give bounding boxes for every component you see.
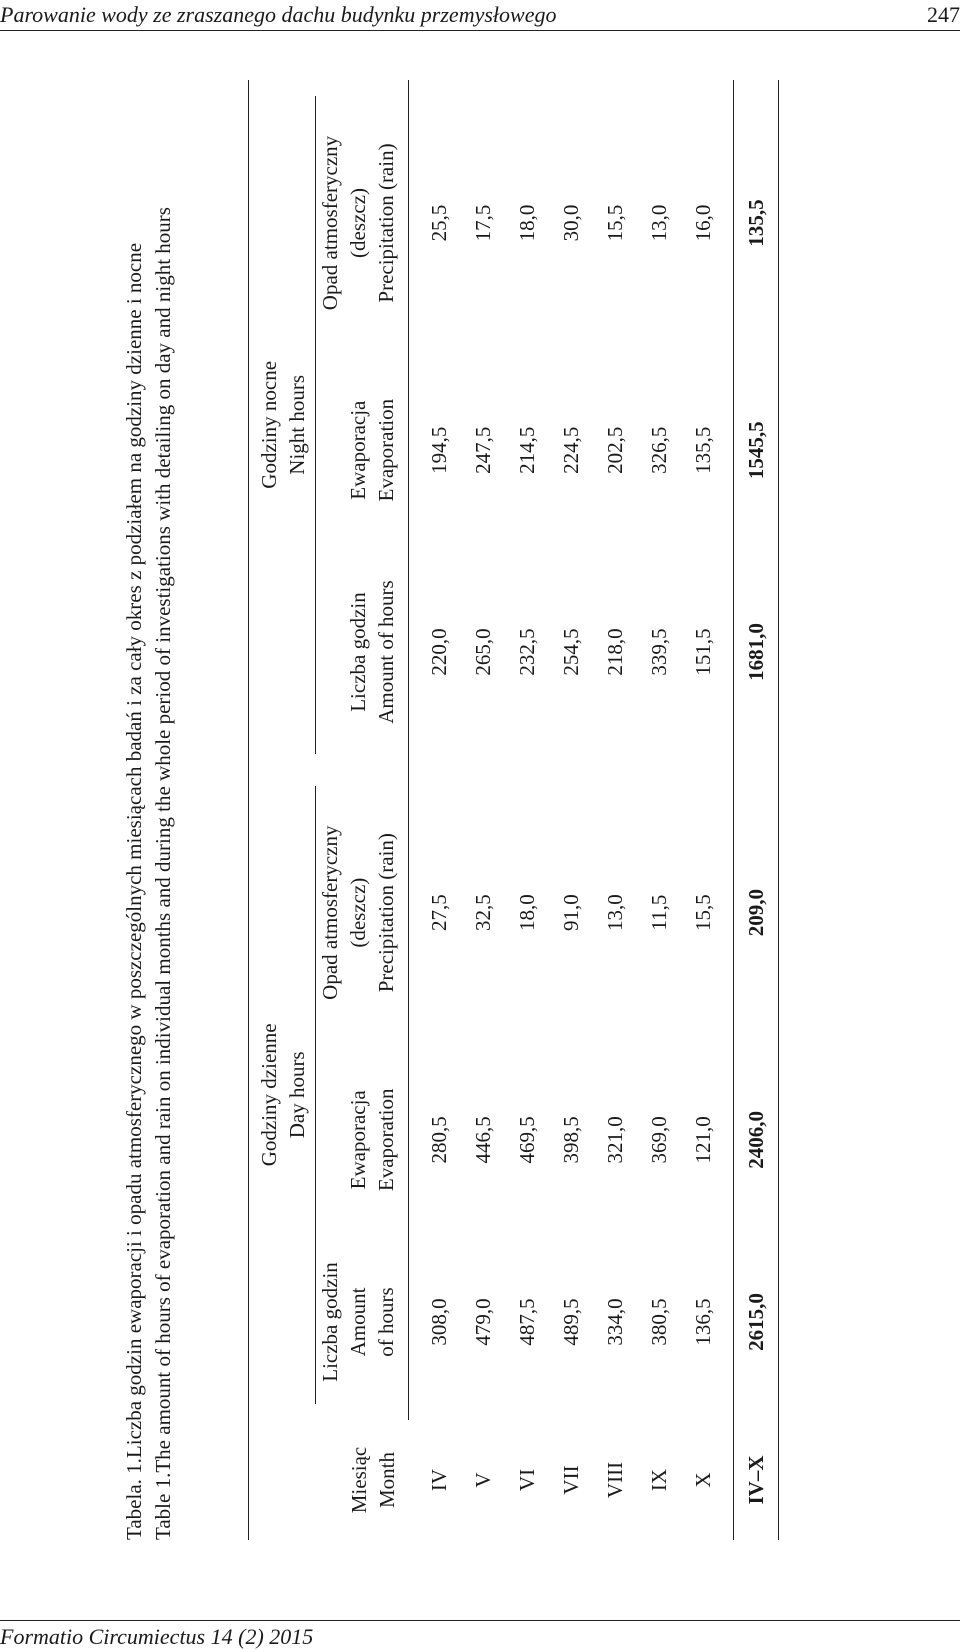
caption-polish-text: Liczba godzin ewaporacji i opadu atmosferycznego w poszczególnych miesiącach badań i za cały okres z podziałem na godziny dzienne i nocne — [122, 242, 146, 1459]
total-row — [734, 80, 779, 1540]
table-cell: 220,0 — [427, 628, 451, 676]
table-cell: 479,0 — [471, 1298, 495, 1346]
table-cell: 326,5 — [647, 426, 671, 474]
table-cell: 151,5 — [691, 628, 715, 676]
header-line: Liczba godzin — [318, 1262, 342, 1382]
month-cell: VIII — [603, 1461, 627, 1499]
table-cell: 334,0 — [603, 1298, 627, 1346]
table-cell: 369,0 — [647, 1116, 671, 1164]
total-cell: 209,0 — [734, 770, 779, 1056]
header-line: of hours — [374, 1287, 398, 1357]
total-cell: 135,5 — [734, 80, 779, 366]
day-group-pl: Godziny dzienne — [257, 1023, 281, 1167]
table-cell: 232,5 — [515, 628, 539, 676]
table-cell: 15,5 — [603, 204, 627, 242]
table-row — [549, 80, 593, 1540]
month-cell: VI — [515, 1468, 539, 1492]
day-precipitation-header — [316, 770, 409, 1056]
night-precipitation-header — [316, 80, 409, 366]
header-row-groups — [249, 80, 317, 1540]
table-cell: 254,5 — [559, 628, 583, 676]
table-row — [505, 80, 549, 1540]
table-cell: 16,0 — [691, 204, 715, 242]
caption-english-text: The amount of hours of evaporation and rain on individual months and during the whole period of investigations with detailing on day and night hours — [151, 207, 175, 1473]
month-cell: X — [691, 1472, 715, 1488]
table-cell: 214,5 — [515, 426, 539, 474]
month-cell: IX — [647, 1468, 671, 1492]
header-line: Ewaporacja — [346, 1090, 370, 1190]
header-line: Precipitation (rain) — [374, 833, 398, 993]
month-cell: VII — [559, 1465, 583, 1495]
table-cell: 27,5 — [427, 894, 451, 932]
table-cell: 489,5 — [559, 1298, 583, 1346]
table-cell: 18,0 — [515, 204, 539, 242]
page-number: 247 — [927, 2, 960, 27]
table-row — [681, 80, 734, 1540]
total-cell: 2615,0 — [734, 1224, 779, 1420]
month-cell: V — [471, 1472, 495, 1488]
table-cell: 121,0 — [691, 1116, 715, 1164]
table-cell: 15,5 — [691, 894, 715, 932]
month-header — [249, 1420, 409, 1540]
table-cell: 308,0 — [427, 1298, 451, 1346]
table-cell: 136,5 — [691, 1298, 715, 1346]
caption-english — [149, 80, 178, 1540]
night-group-pl: Godziny nocne — [257, 360, 281, 489]
caption-english-label: Table 1. — [151, 1472, 175, 1540]
total-label: IV–X — [734, 1420, 779, 1540]
table-cell: 30,0 — [559, 204, 583, 242]
table-cell: 247,5 — [471, 426, 495, 474]
rotated-table-block — [120, 80, 820, 1540]
table-cell: 265,0 — [471, 628, 495, 676]
night-hours-group — [249, 80, 317, 770]
table-cell: 280,5 — [427, 1116, 451, 1164]
table-captions — [120, 80, 178, 1540]
header-line: Liczba godzin — [346, 592, 370, 712]
table-cell: 11,5 — [647, 894, 671, 931]
data-table — [248, 80, 779, 1540]
total-cell: 1545,5 — [734, 366, 779, 534]
month-header-en: Month — [374, 1452, 399, 1509]
caption-polish-label: Tabela. 1. — [122, 1458, 146, 1540]
table-cell: 446,5 — [471, 1116, 495, 1164]
header-line: Evaporation — [374, 1088, 398, 1192]
header-line: Amount — [346, 1287, 370, 1357]
header-line: Opad atmosferyczny — [318, 135, 342, 311]
day-amount-header — [316, 1224, 409, 1420]
table-cell: 17,5 — [471, 204, 495, 242]
header-line: Amount of hours — [374, 580, 398, 724]
table-cell: 224,5 — [559, 426, 583, 474]
table-cell: 202,5 — [603, 426, 627, 474]
day-hours-group — [249, 770, 317, 1420]
table-cell: 194,5 — [427, 426, 451, 474]
total-cell: 1681,0 — [734, 534, 779, 769]
header-line: Precipitation (rain) — [374, 143, 398, 303]
table-cell: 13,0 — [647, 204, 671, 242]
table-row — [637, 80, 681, 1540]
table-row — [593, 80, 637, 1540]
footer-rule — [0, 1620, 960, 1621]
total-cell: 2406,0 — [734, 1056, 779, 1224]
day-evaporation-header — [316, 1056, 409, 1224]
table-cell: 398,5 — [559, 1116, 583, 1164]
table-cell: 13,0 — [603, 894, 627, 932]
table-cell: 218,0 — [603, 628, 627, 676]
month-header-pl: Miesiąc — [346, 1446, 371, 1514]
table-cell: 135,5 — [691, 426, 715, 474]
table-row — [409, 80, 462, 1540]
month-cell: IV — [426, 1468, 451, 1492]
day-group-en: Day hours — [285, 1051, 309, 1139]
header-line: (deszcz) — [346, 188, 370, 258]
table-cell: 18,0 — [515, 894, 539, 932]
caption-polish — [120, 80, 149, 1540]
table-cell: 339,5 — [647, 628, 671, 676]
night-evaporation-header — [316, 366, 409, 534]
table-cell: 91,0 — [559, 894, 583, 932]
table-cell: 25,5 — [427, 204, 451, 242]
table-row — [461, 80, 505, 1540]
header-row-columns — [316, 80, 409, 1540]
journal-footer: Formatio Circumiectus 14 (2) 2015 — [0, 1624, 314, 1649]
header-line: Evaporation — [374, 398, 398, 502]
table-cell: 487,5 — [515, 1298, 539, 1346]
night-group-en: Night hours — [285, 374, 309, 475]
table-cell: 380,5 — [647, 1298, 671, 1346]
table-cell: 469,5 — [515, 1116, 539, 1164]
table-cell: 32,5 — [471, 894, 495, 932]
header-line: Opad atmosferyczny — [318, 825, 342, 1000]
table-cell: 321,0 — [603, 1116, 627, 1164]
night-amount-header — [316, 534, 409, 769]
header-rule — [0, 30, 960, 31]
running-head: Parowanie wody ze zraszanego dachu budynku przemysłowego — [0, 2, 557, 27]
header-line: (deszcz) — [346, 877, 370, 948]
header-line: Ewaporacja — [346, 400, 370, 500]
